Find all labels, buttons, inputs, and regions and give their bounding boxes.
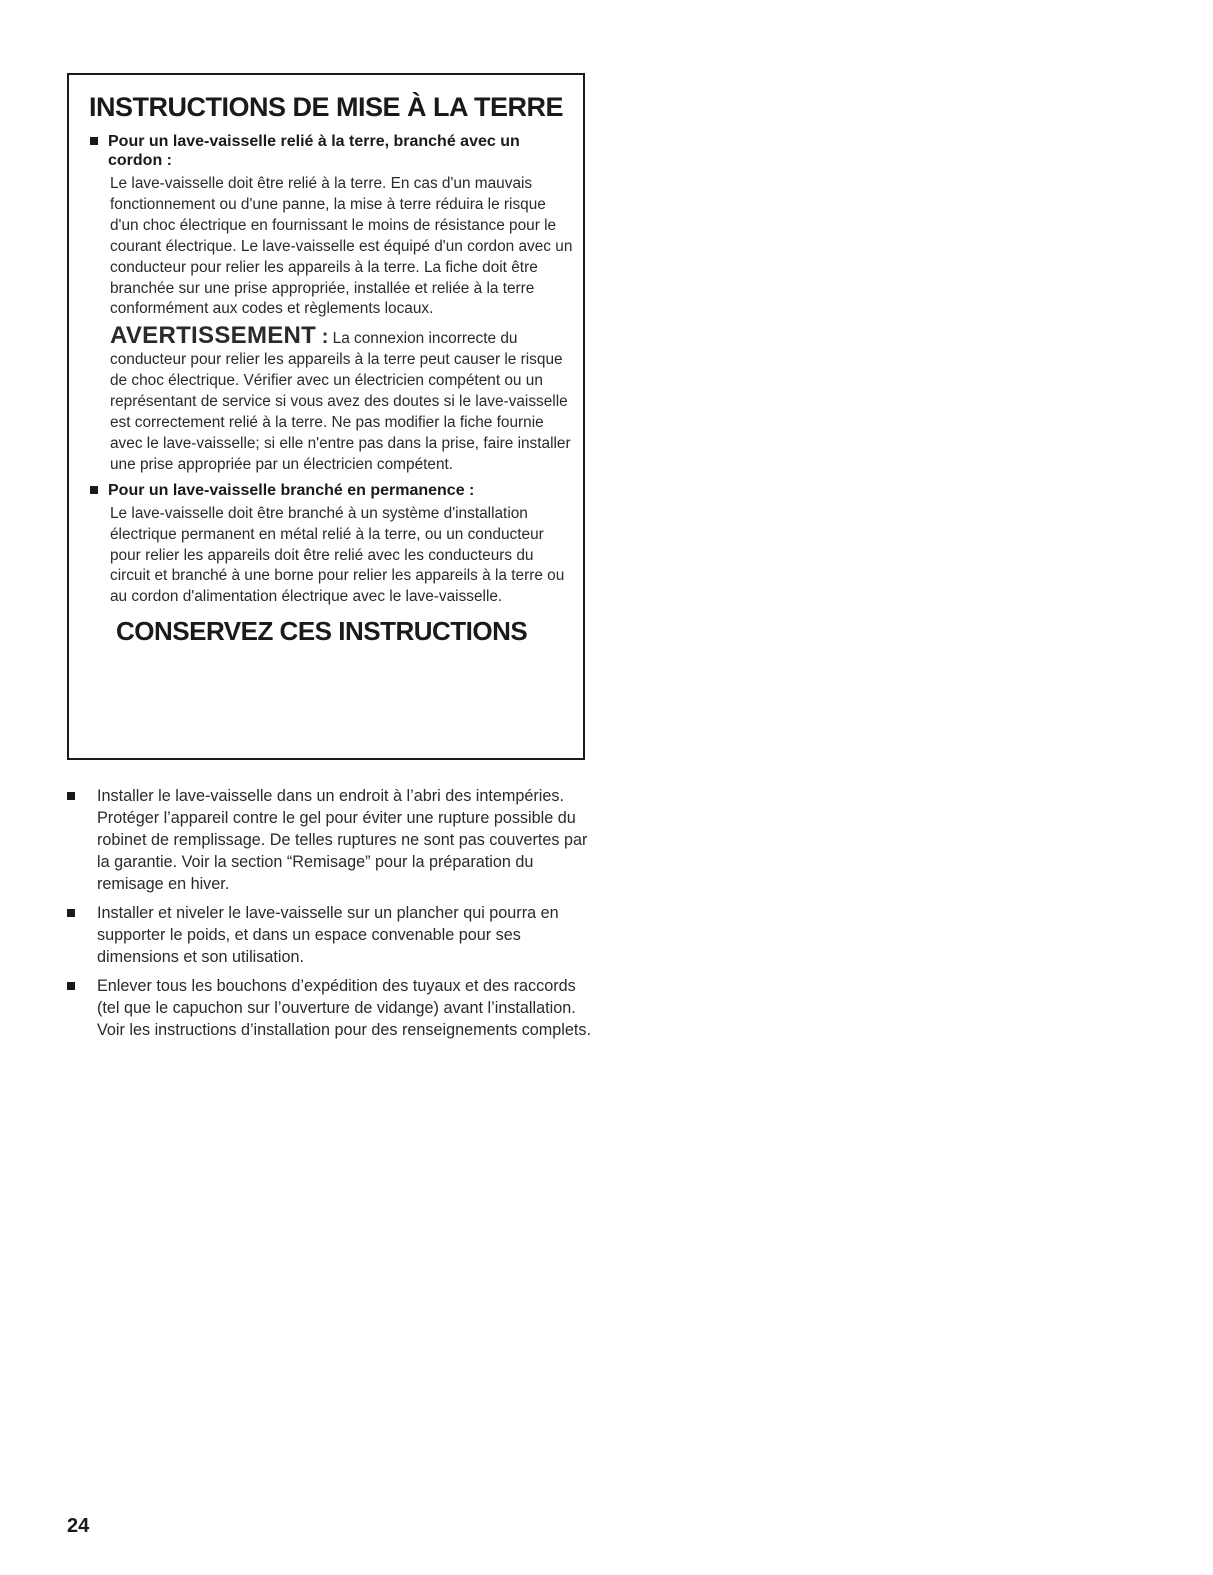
- box-title: INSTRUCTIONS DE MISE À LA TERRE: [89, 92, 564, 122]
- list-item-text: Installer le lave-vaisselle dans un endroit à l’abri des intempéries. Protéger l’appareil contre le gel pour éviter une rupture possible du robinet de remplissage. De telles ruptures ne sont pas couvertes par la garantie. Voir la section “Remisage” pour la préparation du remisage en hiver.: [97, 787, 588, 893]
- warning-label: AVERTISSEMENT: [110, 322, 317, 350]
- list-item: [67, 975, 597, 1041]
- page-number: 24: [67, 1515, 90, 1537]
- grounding-instructions-box: [67, 73, 585, 760]
- section-heading-cord-text: Pour un lave-vaisselle relié à la terre, branché avec un cordon :: [108, 133, 520, 169]
- bullet-square-icon: [90, 137, 98, 145]
- section-body-permanent: Le lave-vaisselle doit être branché à un système d'installation électrique permanent en métal relié à la terre, ou un conducteur pour relier les appareils doit être relié avec les conducteurs du circuit et branché à une borne pour relier les appareils à la terre ou au cordon d'alimentation électrique avec le lave-vaisselle.: [110, 504, 565, 606]
- bullet-square-icon: [90, 486, 98, 494]
- section-heading-permanent-text: Pour un lave-vaisselle branché en permanence :: [108, 481, 475, 499]
- bullet-square-icon: [67, 792, 75, 800]
- bullet-square-icon: [67, 909, 75, 917]
- section-heading-permanent: [89, 481, 568, 500]
- warning-colon: :: [316, 326, 329, 349]
- list-item: [67, 785, 597, 895]
- save-instructions-footer: CONSERVEZ CES INSTRUCTIONS: [116, 616, 528, 647]
- list-item: [67, 902, 597, 968]
- section-heading-cord: [89, 132, 568, 170]
- list-item-text: Installer et niveler le lave-vaisselle sur un plancher qui pourra en supporter le poids, et dans un espace convenable pour ses dimensions et son utilisation.: [97, 904, 559, 966]
- list-item-text: Enlever tous les bouchons d’expédition des tuyaux et des raccords (tel que le capuchon sur l’ouverture de vidange) avant l’installation. Voir les instructions d’installation pour des renseignements complets.: [97, 977, 591, 1039]
- bullet-square-icon: [67, 982, 75, 990]
- warning-text: La connexion incorrecte du conducteur pour relier les appareils à la terre peut causer le risque de choc électrique. Vérifier avec un électricien compétent ou un représentant de service si vous avez des doutes si le lave-vaisselle est correctement relié à la terre. Ne pas modifier la fiche fournie avec le lave-vaisselle; si elle n'entre pas dans la prise, faire installer une prise appropriée par un électricien compétent.: [110, 330, 571, 473]
- warning-paragraph: [89, 322, 575, 475]
- section-body-cord: Le lave-vaisselle doit être relié à la terre. En cas d'un mauvais fonctionnement ou d'une panne, la mise à terre réduira le risque d'un choc électrique en fournissant le moins de résistance pour le courant électrique. Le lave-vaisselle est équipé d'un cordon avec un conducteur pour relier les appareils à la terre. La fiche doit être branchée sur une prise appropriée, installée et reliée à la terre conformément aux codes et règlements locaux.: [110, 175, 573, 318]
- installation-requirements-list: [67, 785, 597, 1048]
